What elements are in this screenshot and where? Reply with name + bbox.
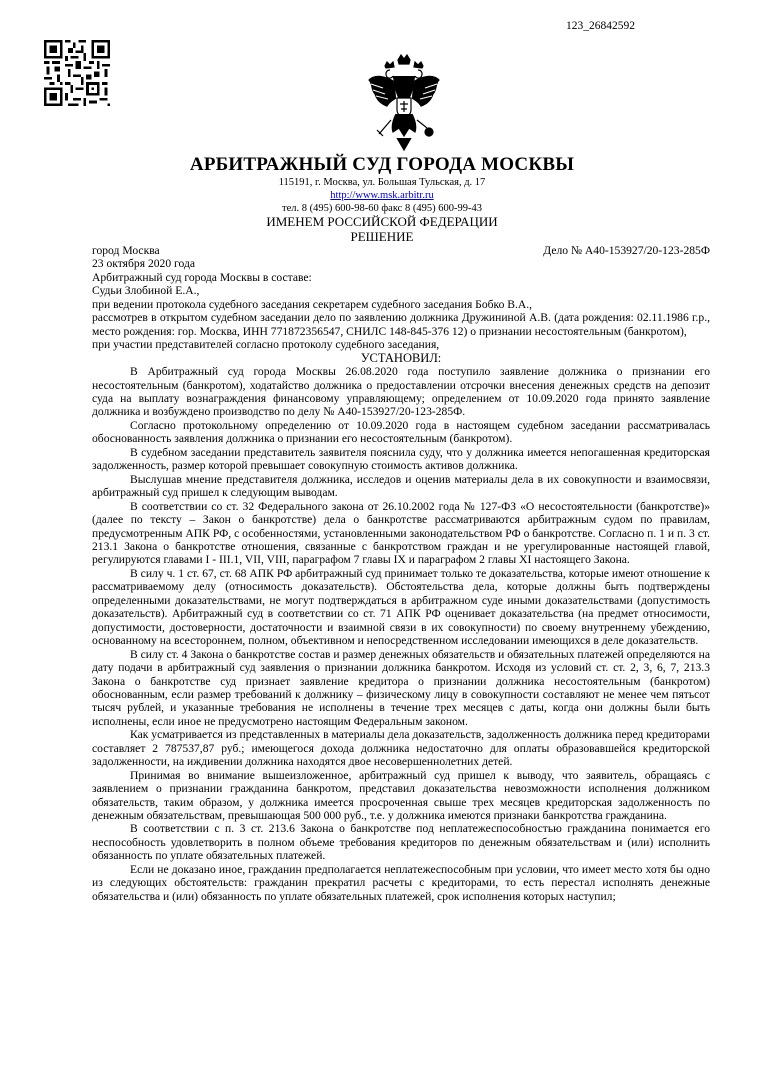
- paragraph: В соответствии со ст. 32 Федерального закона от 26.10.2002 года № 127-ФЗ «О несостоятельности (банкротстве)» (далее по тексту – Закон о банкротстве) дела о банкротстве рассматриваются арбитражным судом по правилам, предусмотренным АПК РФ, с особенностями, установленными законодательством РФ о банкротстве. Согласно п. 1 и п. 3 ст. 213.1 Закона о банкротстве отношения, связанные с банкротством граждан и не урегулированные настоящей главой, регулируются главами I - III.1, VII, VIII, параграфом 7 главы IX и параграфом 2 главы XI настоящего Закона.: [92, 499, 710, 567]
- case-number: Дело № А40-153927/20-123-285Ф: [543, 244, 710, 257]
- court-name: АРБИТРАЖНЫЙ СУД ГОРОДА МОСКВЫ: [189, 154, 575, 175]
- paragraph: Согласно протокольному определению от 10.09.2020 года в настоящем судебном заседании рассматривалась обоснованность заявления должника о признании его несостоятельным (банкротом).: [92, 418, 710, 446]
- court-address: 115191, г. Москва, ул. Большая Тульская, д. 17: [278, 177, 486, 188]
- in-name-heading: ИМЕНЕМ РОССИЙСКОЙ ФЕДЕРАЦИИ: [266, 214, 498, 229]
- coat-of-arms-icon: [363, 54, 445, 154]
- paragraph: Выслушав мнение представителя должника, исследов и оценив материалы дела в их совокупности и взаимосвязи, арбитражный суд пришел к следующим выводам.: [92, 472, 710, 500]
- city: город Москва: [92, 244, 160, 257]
- decision-date: 23 октября 2020 года: [92, 257, 196, 271]
- paragraph: Как усматривается из представленных в материалы дела доказательств, задолженность должника перед кредиторами составляет 2 787537,87 руб.; имеющегося дохода должника недостаточно для оплаты образовавшейся кредиторской задолженности, на иждивении должника находятся двое несовершеннолетних детей.: [92, 728, 710, 769]
- established-heading: УСТАНОВИЛ:: [360, 350, 442, 365]
- secretary-line: при ведении протокола судебного заседания секретарем судебного заседания Бобко В.А.,: [92, 297, 533, 311]
- paragraph: В судебном заседании представитель заявителя пояснила суду, что у должника имеется непогашенная кредиторская задолженность, размер которой превышает совокупную стоимость активов должника.: [92, 445, 710, 473]
- document-body: [92, 244, 710, 903]
- court-website-link[interactable]: http://www.msk.arbitr.ru: [330, 190, 434, 201]
- document-type-heading: РЕШЕНИЕ: [350, 229, 414, 244]
- court-phones: тел. 8 (495) 600-98-60 факс 8 (495) 600-99-43: [282, 203, 482, 214]
- paragraph: В соответствии с п. 3 ст. 213.6 Закона о банкротстве под неплатежеспособностью гражданина понимается его неспособность удовлетворить в полном объеме требования кредиторов по денежным обязательствам и (или) исполнить обязанность по уплате обязательных платежей.: [92, 822, 710, 863]
- city-case-row: [92, 244, 710, 257]
- paragraph: В Арбитражный суд города Москвы 26.08.2020 года поступило заявление должника о признании его несостоятельным (банкротом), ходатайство должника о предоставлении отсрочки внесения денежных средств на депозит суда на выплату вознаграждения финансовому управляющему; определением от 10.09.2020 года принято заявление должника и возбуждено производство по делу № А40-153927/20-123-285Ф.: [92, 365, 710, 419]
- document-id: 123_26842592: [566, 20, 635, 32]
- paragraph: Принимая во внимание вышеизложенное, арбитражный суд пришел к выводу, что заявитель, обращаясь с заявлением о признании гражданина банкротом, представил доказательства невозможности исполнения должником обязательств, таким образом, у должника имеется просроченная свыше трех месяцев кредиторская задолженность по денежным обязательствам, превышающая 500 000 руб., т.е. у должника имеются признаки банкротства гражданина.: [92, 768, 710, 823]
- court-composition: Арбитражный суд города Москвы в составе:: [92, 270, 312, 284]
- qr-code-icon: [44, 40, 110, 106]
- judge-name: Судьи Злобиной Е.А.,: [92, 284, 200, 298]
- paragraph: В силу ч. 1 ст. 67, ст. 68 АПК РФ арбитражный суд принимает только те доказательства, которые имеют отношение к рассматриваемому делу (относимость доказательств). Обстоятельства дела, которые должны быть подтверждены определенными доказательствами, не могут подтверждаться в арбитражном суде иными доказательствами (допустимость доказательств). Арбитражный суд в соответствии со ст. 71 АПК РФ оценивает доказательства (на предмет относимости, допустимости, достоверности, достаточности и взаимной связи в их совокупности) по своему внутреннему убеждению, основанному на всестороннем, полном, объективном и непосредственном исследовании имеющихся в деле доказательств.: [92, 566, 710, 648]
- participation-line: при участии представителей согласно протоколу судебного заседания,: [92, 338, 440, 352]
- case-considered: рассмотрев в открытом судебном заседании дело по заявлению должника Дружининой А.В. (дата рождения: 02.11.1986 г.р., место рождения: гор. Москва, ИНН 771872356547, СНИЛС 148-845-376 12) о признании несостоятельным (банкротом),: [92, 311, 710, 338]
- paragraph: В силу ст. 4 Закона о банкротстве состав и размер денежных обязательств и обязательных платежей определяются на дату подачи в арбитражный суд заявления о признании должника банкротом. Исходя из условий ст. ст. 2, 3, 6, 7, 213.3 Закона о банкротстве суд признает заявление кредитора о признании должника несостоятельным (банкротом) обоснованным, если размер требований к должнику – физическому лицу в совокупности составляют не менее чем пятьсот тысяч рублей, и указанные требования не исполнены в течение трех месяцев с даты, когда они должны были быть исполнены, если иное не предусмотрено настоящим Федеральным законом.: [92, 647, 710, 728]
- paragraph: Если не доказано иное, гражданин предполагается неплатежеспособным при условии, что имеет место хотя бы одно из следующих обстоятельств: гражданин прекратил расчеты с кредиторами, то есть перестал исполнять денежные обязательства и (или) обязанность по уплате обязательных платежей, срок исполнения которых наступил;: [92, 862, 710, 903]
